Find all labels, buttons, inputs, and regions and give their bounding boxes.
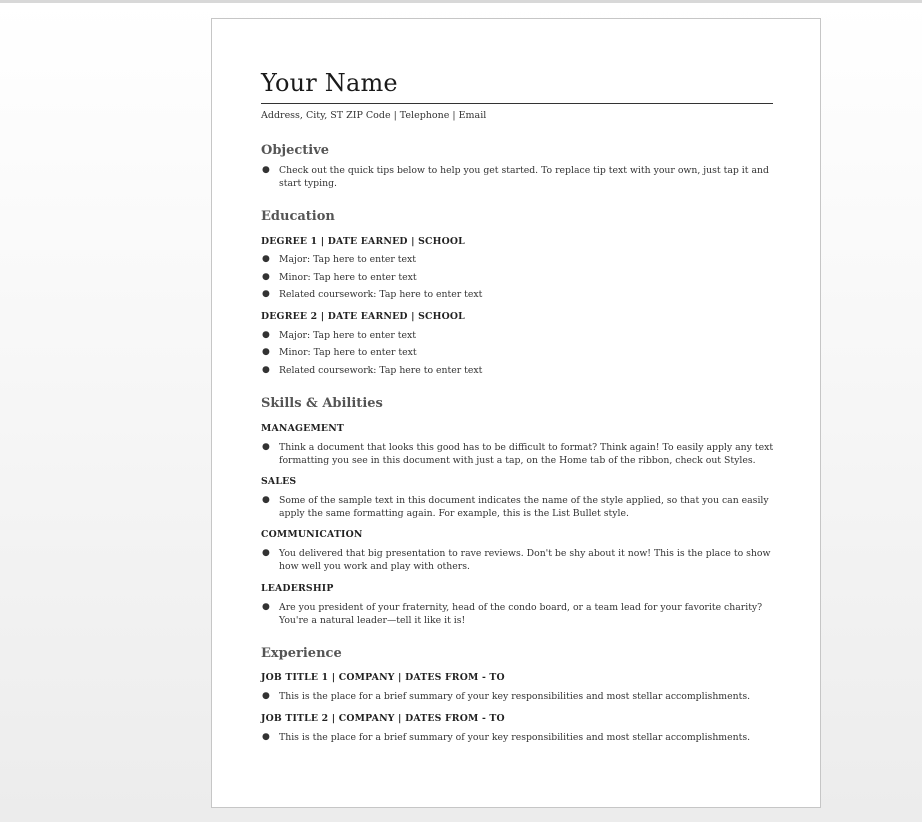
bullet-icon: ● (262, 165, 270, 175)
job-title[interactable]: JOB TITLE 1 | COMPANY | DATES FROM - TO (261, 672, 505, 683)
list-item-text: Check out the quick tips below to help you get started. To replace tip text with your own, just tap it and start typing. (279, 165, 769, 189)
list-item-text: Major: Tap here to enter text (279, 330, 417, 341)
bullet-icon: ● (262, 495, 270, 505)
list-item-text: Major: Tap here to enter text (279, 254, 417, 265)
list-item-text: Some of the sample text in this document indicates the name of the style applied, so that you can easily apply the same formatting again. For example, this is the List Bullet style. (279, 495, 769, 519)
bullet-icon: ● (262, 365, 270, 375)
list-item-text: Are you president of your fraternity, head of the condo board, or a team lead for your favorite charity? You're a natural leader—tell it like it is! (279, 602, 763, 626)
bullet-icon: ● (262, 330, 270, 340)
bullet-icon: ● (262, 272, 270, 282)
skill-title[interactable]: LEADERSHIP (261, 583, 334, 594)
section-heading-skills[interactable]: Skills & Abilities (261, 396, 383, 411)
list-item-text: This is the place for a brief summary of your key responsibilities and most stellar accomplishments. (279, 691, 751, 702)
bullet-icon: ● (262, 691, 270, 701)
list-item-text: Minor: Tap here to enter text (279, 272, 417, 283)
resume-name[interactable]: Your Name (261, 69, 398, 97)
bullet-icon: ● (262, 254, 270, 264)
bullet-icon: ● (262, 289, 270, 299)
section-heading-education[interactable]: Education (261, 209, 335, 224)
skill-title[interactable]: COMMUNICATION (261, 529, 363, 540)
list-item-text: Think a document that looks this good has to be difficult to format? Think again! To easily apply any text formatting you see in this document with just a tap, on the Home tab of the ribbon, check out Styles. (279, 442, 774, 466)
degree-title[interactable]: DEGREE 1 | DATE EARNED | SCHOOL (261, 236, 465, 247)
bullet-icon: ● (262, 602, 270, 612)
list-item-text: This is the place for a brief summary of your key responsibilities and most stellar accomplishments. (279, 732, 751, 743)
list-item-text: Related coursework: Tap here to enter text (279, 289, 483, 300)
list-item-text: You delivered that big presentation to rave reviews. Don't be shy about it now! This is the place to show how well you work and play with others. (279, 548, 771, 572)
bullet-icon: ● (262, 732, 270, 742)
list-item-text: Minor: Tap here to enter text (279, 347, 417, 358)
name-divider (261, 103, 773, 104)
skill-title[interactable]: MANAGEMENT (261, 423, 345, 434)
skill-title[interactable]: SALES (261, 476, 297, 487)
bullet-icon: ● (262, 548, 270, 558)
section-heading-experience[interactable]: Experience (261, 646, 342, 661)
document-page[interactable] (211, 18, 821, 808)
contact-info[interactable]: Address, City, ST ZIP Code | Telephone | Email (261, 110, 487, 121)
top-edge-strip (0, 0, 922, 3)
job-title[interactable]: JOB TITLE 2 | COMPANY | DATES FROM - TO (261, 713, 505, 724)
bullet-icon: ● (262, 347, 270, 357)
list-item-text: Related coursework: Tap here to enter text (279, 365, 483, 376)
section-heading-objective[interactable]: Objective (261, 143, 330, 158)
bullet-icon: ● (262, 442, 270, 452)
degree-title[interactable]: DEGREE 2 | DATE EARNED | SCHOOL (261, 311, 465, 322)
